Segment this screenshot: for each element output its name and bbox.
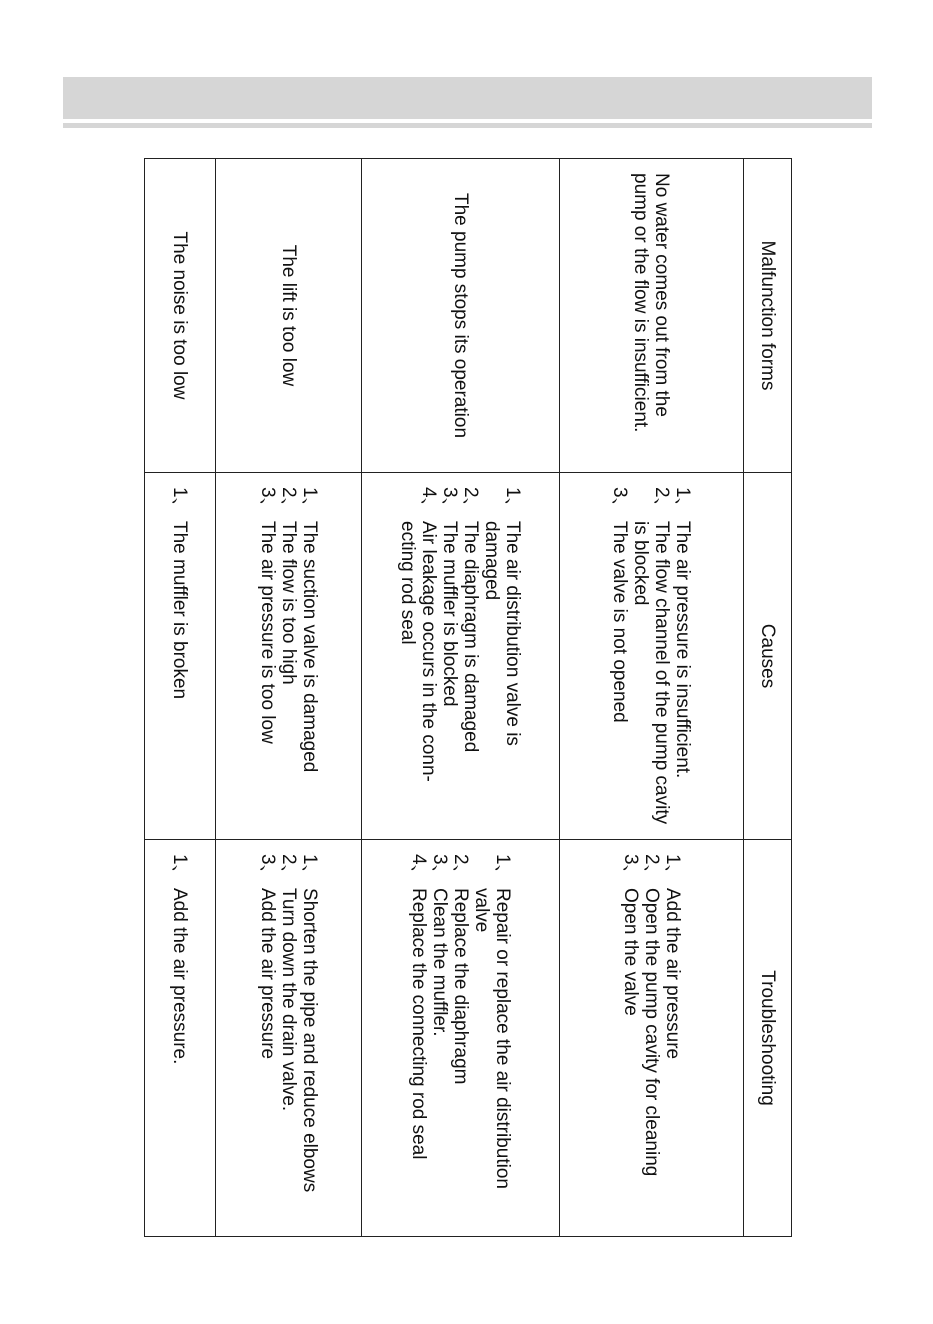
list-item: 1、 Add the air pressure. [169, 854, 191, 1065]
list-item: 1、 The air pressure is insufficient. [672, 487, 694, 779]
list-item: 2、 The flow channel of the pump cavity is blocked [630, 487, 673, 825]
causes-cell [560, 473, 744, 840]
malfunction-form-cell: The noise is too low [145, 159, 216, 473]
list-item: 1、 Shorten the pipe and reduce elbows [299, 854, 320, 1193]
malfunction-form-cell: No water comes out from the pump or the flow is insufficient. [560, 159, 744, 473]
list-item: 3、 Open the valve [620, 854, 641, 1016]
list-item: 1、 The air distribution valve is damaged [481, 487, 524, 746]
list-item: 4、 Replace the connecting rod seal [408, 854, 429, 1160]
header-causes: Causes [744, 473, 792, 840]
table-row [216, 159, 362, 1237]
header-divider [63, 123, 872, 128]
list-item: 1、 The suction valve is damaged [299, 487, 320, 773]
malfunction-form-cell: The pump stops its operation [362, 159, 560, 473]
table-row [362, 159, 560, 1237]
malfunction-table [144, 158, 792, 1237]
list-item: 2、 Replace the diaphragm [450, 854, 471, 1085]
header-malfunction-forms: Malfunction forms [744, 159, 792, 473]
list-item: 1、 Add the air pressure [662, 854, 683, 1060]
list-item: 2、 The flow is too high [278, 487, 299, 685]
table-row [560, 159, 744, 1237]
list-item: 1、 Repair or replace the air distribution valve [471, 854, 513, 1189]
troubleshooting-cell [216, 840, 362, 1237]
list-item: 3、 The air pressure is too low [257, 487, 278, 744]
table-row [145, 159, 216, 1237]
list-item: 3、 Clean the muffler. [429, 854, 450, 1037]
section-header-bar [63, 77, 872, 119]
list-item: 4、 Air leakage occurs in the conn-ecting rod seal [397, 487, 440, 782]
list-item: 3、 Add the air pressure [257, 854, 278, 1060]
list-item: 2、 Turn down the drain valve. [278, 854, 299, 1112]
list-item: 3、 The valve is not opened [609, 487, 631, 723]
malfunction-form-cell: The lift is too low [216, 159, 362, 473]
list-item: 2、 Open the pump cavity for cleaning [641, 854, 662, 1177]
list-item: 3、 The muffler is blocked [439, 487, 461, 707]
causes-cell [145, 473, 216, 840]
list-item: 2、 The diaphragm is damaged [460, 487, 482, 753]
causes-cell [216, 473, 362, 840]
header-troubleshooting: Troubleshooting [744, 840, 792, 1237]
troubleshooting-cell [145, 840, 216, 1237]
malfunction-table-container [145, 158, 792, 1236]
troubleshooting-cell [560, 840, 744, 1237]
list-item: 1、 The muffler is broken [169, 487, 191, 700]
causes-cell [362, 473, 560, 840]
troubleshooting-cell [362, 840, 560, 1237]
table-header-row [744, 159, 792, 1237]
